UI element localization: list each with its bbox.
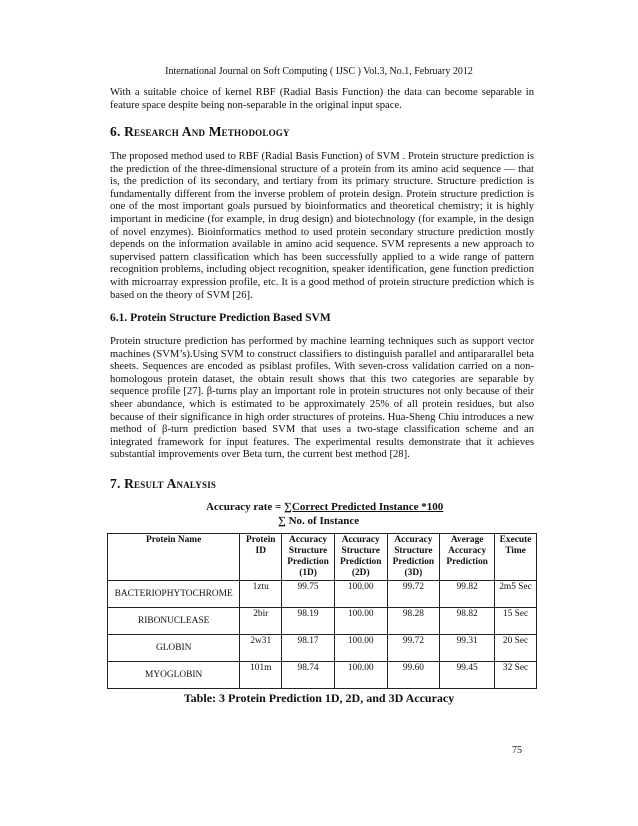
results-table xyxy=(107,533,537,689)
accuracy-formula xyxy=(206,500,443,528)
formula-denominator: ∑ No. of Instance xyxy=(278,515,360,527)
accuracy-3d-cell: 99.72 xyxy=(387,635,440,662)
intro-paragraph: With a suitable choice of kernel RBF (Radial Basis Function) the data can become separable in feature space despite being non-separable in the original input space. xyxy=(110,87,534,111)
execute-time-cell: 32 Sec xyxy=(495,662,537,689)
header-cell: Protein Name xyxy=(108,534,240,581)
header-cell: Accuracy Structure Prediction (1D) xyxy=(282,534,335,581)
accuracy-3d-cell: 98.28 xyxy=(387,608,440,635)
accuracy-3d-cell: 99.60 xyxy=(387,662,440,689)
protein-id-cell: 101m xyxy=(240,662,282,689)
section-6-1-paragraph: Protein structure prediction has performed by machine learning techniques such as support vector machines (SVM’s).Using SVM to construct classifiers to distinguish parallel and antipararallel beta sheets. Sequences are encoded as psiblast profiles. With seven-cross validation carried on a non-homologous protein dataset, the obtain result shows that this two categories are separable by sequence profile [27]. β-turns play an important role in protein structures not only because of their sheer abundance, which is estimated to be approximately 25% of all protein residues, but also because of their significance in high order structures of proteins. Hua-Sheng Chiu introduces a new method of β-turn prediction based SVM that uses a two-stage classification scheme and an integrated framework for input features. The experimental results demonstrate that it achieves substantial improvements over Beta turn, the current best method [28]. xyxy=(110,336,534,461)
running-header: International Journal on Soft Computing ( IJSC ) Vol.3, No.1, February 2012 xyxy=(165,66,473,77)
header-cell: Execute Time xyxy=(495,534,537,581)
protein-id-cell: 2bir xyxy=(240,608,282,635)
formula-numerator: ∑Correct Predicted Instance *100 xyxy=(284,501,444,513)
table-caption: Table: 3 Protein Prediction 1D, 2D, and 3D Accuracy xyxy=(183,691,455,705)
accuracy-1d-cell: 98.17 xyxy=(282,635,335,662)
accuracy-2d-cell: 100.00 xyxy=(334,662,387,689)
average-accuracy-cell: 98.82 xyxy=(440,608,495,635)
section-6-heading: 6. Research And Methodology xyxy=(110,124,290,139)
header-cell: Average Accuracy Prediction xyxy=(440,534,495,581)
table-row xyxy=(108,608,537,635)
average-accuracy-cell: 99.82 xyxy=(440,581,495,608)
section-6-1-heading: 6.1. Protein Structure Prediction Based SVM xyxy=(110,312,331,324)
section-6-paragraph: The proposed method used to RBF (Radial Basis Function) of SVM . Protein structure prediction is the prediction of the three-dimensional structure of a protein from its amino acid sequence — that is, the prediction of its secondary, and tertiary from its primary structure. Structure prediction is fundamentally different from the inverse problem of protein design. Protein structure prediction is one of the most important goals pursued by bioinformatics and theoretical chemistry; it is highly important in medicine (for example, in drug design) and biotechnology (for example, in the design of novel enzymes). Bioinformatics method to used protein secondary structure prediction mostly depends on the information available in amino acid sequence. SVM represents a new approach to supervised pattern classification which has been successfully applied to a wide range of pattern recognition problems, including object recognition, speaker identification, gene function prediction with microarray expression profile, etc. It is a good method of protein structure prediction which is based on the theory of SVM [26]. xyxy=(110,151,534,301)
accuracy-2d-cell: 100.00 xyxy=(334,581,387,608)
average-accuracy-cell: 99.45 xyxy=(440,662,495,689)
protein-name-cell: MYOGLOBIN xyxy=(108,662,240,689)
table-row xyxy=(108,635,537,662)
formula-lhs: Accuracy rate = xyxy=(206,501,285,513)
accuracy-1d-cell: 98.19 xyxy=(282,608,335,635)
accuracy-2d-cell: 100.00 xyxy=(334,608,387,635)
table-row xyxy=(108,662,537,689)
page-number: 75 xyxy=(512,745,522,756)
protein-name-cell: BACTERIOPHYTOCHROME xyxy=(108,581,240,608)
execute-time-cell: 2m5 Sec xyxy=(495,581,537,608)
header-cell: Protein ID xyxy=(240,534,282,581)
average-accuracy-cell: 99.31 xyxy=(440,635,495,662)
header-cell: Accuracy Structure Prediction (2D) xyxy=(334,534,387,581)
execute-time-cell: 15 Sec xyxy=(495,608,537,635)
protein-id-cell: 2w31 xyxy=(240,635,282,662)
table-header-row xyxy=(108,534,537,581)
header-cell: Accuracy Structure Prediction (3D) xyxy=(387,534,440,581)
execute-time-cell: 20 Sec xyxy=(495,635,537,662)
protein-id-cell: 1ztu xyxy=(240,581,282,608)
protein-name-cell: RIBONUCLEASE xyxy=(108,608,240,635)
protein-name-cell: GLOBIN xyxy=(108,635,240,662)
accuracy-1d-cell: 99.75 xyxy=(282,581,335,608)
accuracy-1d-cell: 98.74 xyxy=(282,662,335,689)
table-row xyxy=(108,581,537,608)
accuracy-2d-cell: 100.00 xyxy=(334,635,387,662)
section-7-heading: 7. Result Analysis xyxy=(110,476,217,491)
accuracy-3d-cell: 99.72 xyxy=(387,581,440,608)
